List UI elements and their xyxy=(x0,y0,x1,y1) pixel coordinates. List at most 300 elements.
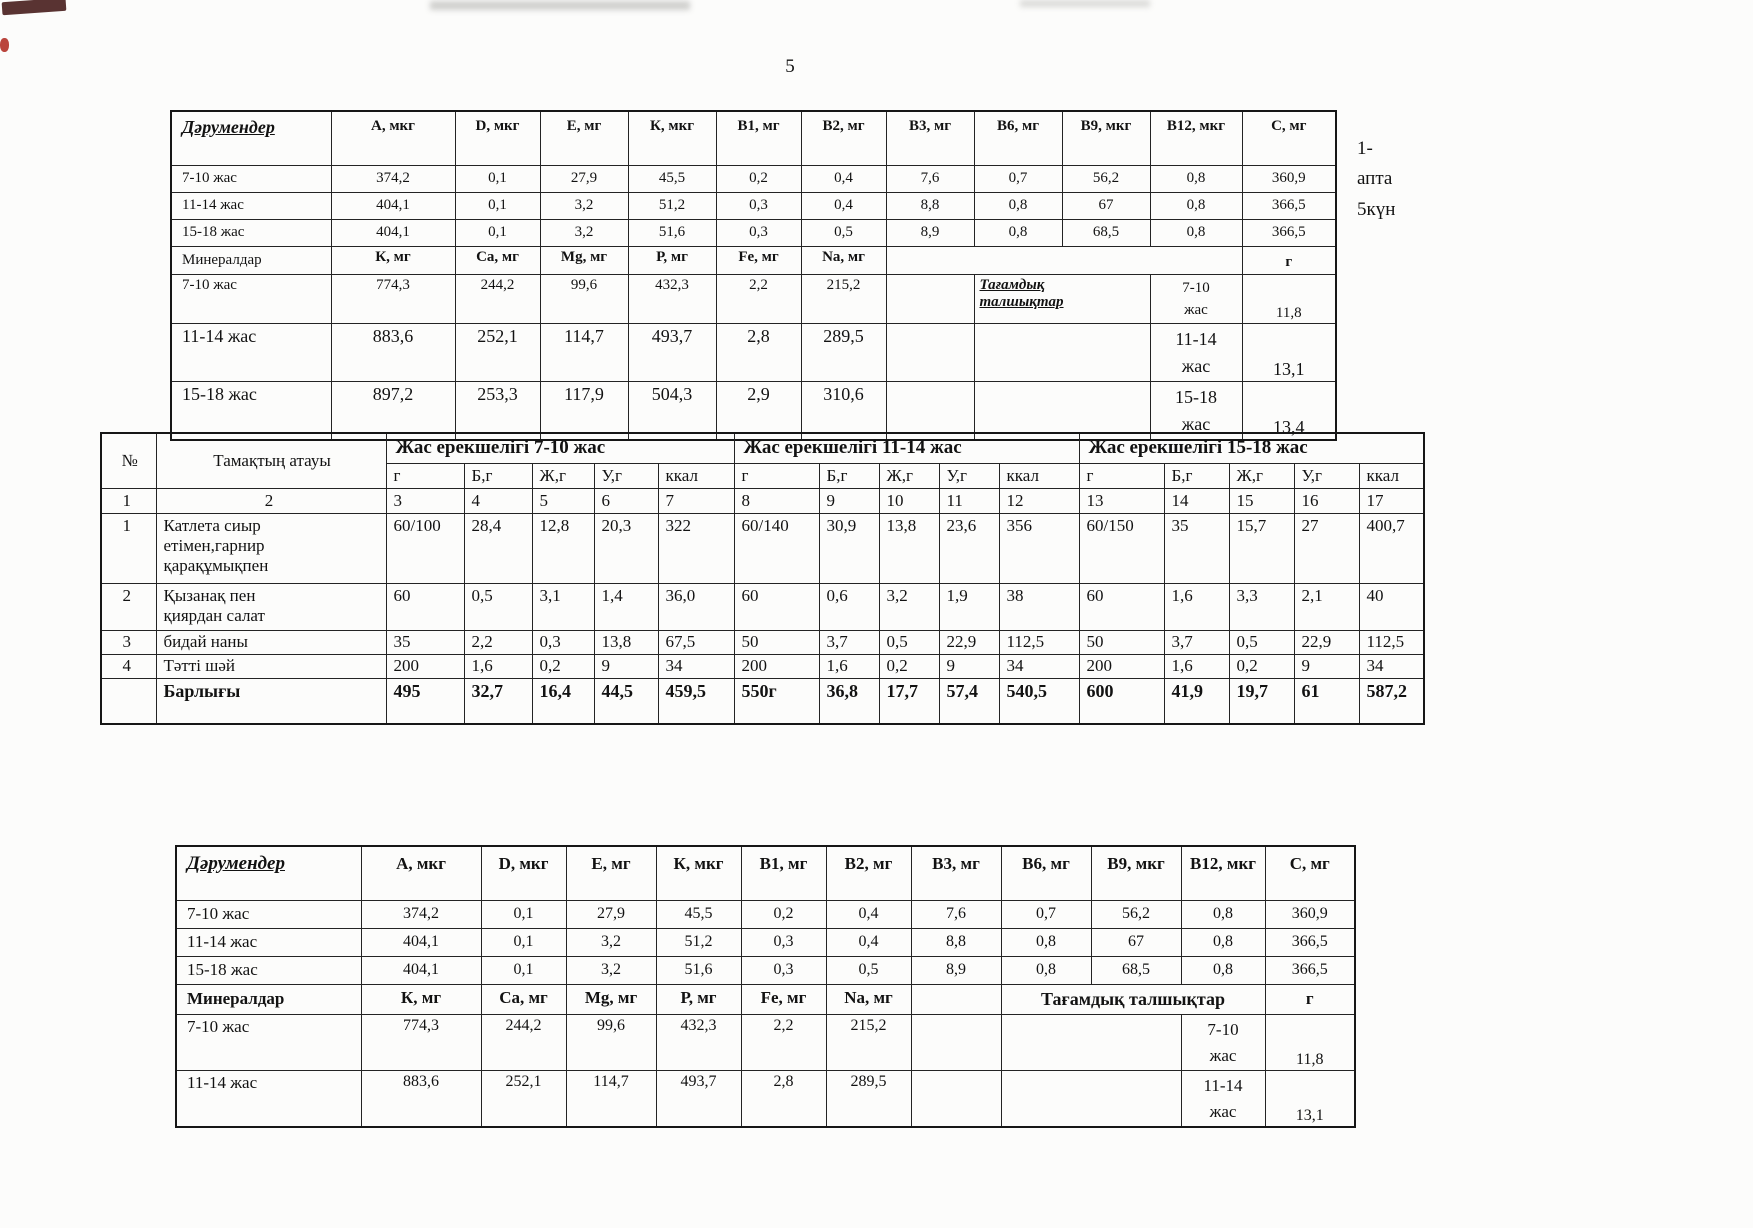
fiber-value: 11,8 xyxy=(1265,1014,1355,1070)
table-row xyxy=(176,900,1355,928)
age-group-header: Жас ерекшелігі 15-18 жас xyxy=(1079,433,1424,463)
table-cell: 0,2 xyxy=(1229,654,1294,678)
table-cell: 8,8 xyxy=(886,192,974,219)
empty-cell xyxy=(886,323,974,381)
table-cell: 0,8 xyxy=(1150,219,1242,246)
table-cell: 51,2 xyxy=(656,928,741,956)
table-cell: 0,1 xyxy=(455,165,540,192)
row-label: 11-14 жас xyxy=(171,323,331,381)
table-cell: 0,1 xyxy=(455,219,540,246)
table-cell: 0,5 xyxy=(464,583,532,630)
table-cell: 0,8 xyxy=(1001,928,1091,956)
table-row xyxy=(171,219,1336,246)
column-number: 1 xyxy=(101,488,156,513)
table-cell: 1,9 xyxy=(939,583,999,630)
cell-line: қиярдан салат xyxy=(163,605,265,625)
column-number: 15 xyxy=(1229,488,1294,513)
column-number: 8 xyxy=(734,488,819,513)
table-cell: 432,3 xyxy=(656,1014,741,1070)
table-cell: 0,2 xyxy=(879,654,939,678)
table-row xyxy=(101,433,1424,463)
table-cell: 56,2 xyxy=(1091,900,1181,928)
column-header: В9, мкг xyxy=(1062,111,1150,165)
table-cell: 20,3 xyxy=(594,513,658,583)
column-number: 14 xyxy=(1164,488,1229,513)
row-label: 11-14 жас xyxy=(171,192,331,219)
column-header: В6, мг xyxy=(974,111,1062,165)
table-row xyxy=(171,192,1336,219)
total-cell: 459,5 xyxy=(658,678,734,724)
table-cell: 356 xyxy=(999,513,1079,583)
total-cell: 61 xyxy=(1294,678,1359,724)
meal-name: Тәтті шәй xyxy=(156,654,386,678)
column-header: Mg, мг xyxy=(566,984,656,1014)
table-cell: 51,6 xyxy=(656,956,741,984)
fiber-value: 13,4 xyxy=(1242,381,1336,440)
sub-column-header: У,г xyxy=(1294,463,1359,488)
row-label: 11-14 жас xyxy=(176,1070,361,1127)
meal-row xyxy=(101,513,1424,583)
column-header: К, мг xyxy=(361,984,481,1014)
table-cell: 56,2 xyxy=(1062,165,1150,192)
vitamins-title: Дәрумендер xyxy=(176,846,361,900)
meal-row xyxy=(101,630,1424,654)
table-cell: 253,3 xyxy=(455,381,540,440)
table-cell: 289,5 xyxy=(826,1070,911,1127)
empty-cell xyxy=(101,678,156,724)
sub-column-header: Б,г xyxy=(1164,463,1229,488)
totals-row xyxy=(101,678,1424,724)
table-cell: 0,8 xyxy=(1001,956,1091,984)
note-line: 1- xyxy=(1357,138,1373,159)
sub-column-header: ккал xyxy=(1359,463,1424,488)
table-cell: 3,7 xyxy=(1164,630,1229,654)
table-cell: 493,7 xyxy=(656,1070,741,1127)
table-cell: 9 xyxy=(939,654,999,678)
table-cell: 2,9 xyxy=(716,381,801,440)
column-header: В1, мг xyxy=(741,846,826,900)
table-cell: 1,6 xyxy=(464,654,532,678)
table-cell: 50 xyxy=(734,630,819,654)
table-row xyxy=(176,846,1355,900)
column-header: В2, мг xyxy=(801,111,886,165)
table-cell: 35 xyxy=(1164,513,1229,583)
table-cell: 117,9 xyxy=(540,381,628,440)
grams-column-header: г xyxy=(1242,246,1336,274)
meal-number: 1 xyxy=(101,513,156,583)
cell-line: Катлета сиыр xyxy=(163,515,261,535)
table-cell: 2,2 xyxy=(716,274,801,323)
table-cell: 289,5 xyxy=(801,323,886,381)
table-cell: 0,5 xyxy=(1229,630,1294,654)
table-cell: 322 xyxy=(658,513,734,583)
table-cell: 68,5 xyxy=(1091,956,1181,984)
table-row xyxy=(176,1014,1355,1070)
row-label: 7-10 жас xyxy=(176,1014,361,1070)
total-cell: 540,5 xyxy=(999,678,1079,724)
vitamins-table-bottom xyxy=(175,845,1356,1128)
table-cell: 45,5 xyxy=(628,165,716,192)
table-cell: 404,1 xyxy=(331,192,455,219)
table-cell: 774,3 xyxy=(331,274,455,323)
table-cell: 0,1 xyxy=(481,900,566,928)
sub-column-header: У,г xyxy=(939,463,999,488)
cell-line: жас xyxy=(1181,355,1211,376)
row-label: 7-10 жас xyxy=(171,274,331,323)
cell-line: 11-14 xyxy=(1203,1076,1243,1096)
table-cell: 38 xyxy=(999,583,1079,630)
cell-line: жас xyxy=(1184,302,1208,318)
cell-line: Қызанақ пен xyxy=(163,585,256,605)
table-cell: 27 xyxy=(1294,513,1359,583)
cell-line: 7-10 xyxy=(1207,1020,1239,1039)
table-cell: 200 xyxy=(1079,654,1164,678)
scan-artifact xyxy=(2,0,67,15)
table-cell: 60 xyxy=(734,583,819,630)
table-cell: 60 xyxy=(386,583,464,630)
table-row xyxy=(176,984,1355,1014)
age-cell xyxy=(1150,274,1242,323)
table-cell: 404,1 xyxy=(361,928,481,956)
vitamins-title: Дәрумендер xyxy=(171,111,331,165)
meal-row xyxy=(101,654,1424,678)
table-cell: 8,8 xyxy=(911,928,1001,956)
table-row xyxy=(176,1070,1355,1127)
cell-line: қарақұмықпен xyxy=(163,555,269,575)
table-cell: 2,8 xyxy=(716,323,801,381)
table-cell: 114,7 xyxy=(566,1070,656,1127)
table-cell: 0,1 xyxy=(481,928,566,956)
table-cell: 0,2 xyxy=(532,654,594,678)
table-cell: 1,6 xyxy=(1164,583,1229,630)
table-cell: 3,2 xyxy=(879,583,939,630)
table-cell: 774,3 xyxy=(361,1014,481,1070)
age-cell xyxy=(1150,381,1242,440)
column-number: 5 xyxy=(532,488,594,513)
empty-cell xyxy=(974,323,1150,381)
sub-column-header: Ж,г xyxy=(879,463,939,488)
column-header: Na, мг xyxy=(826,984,911,1014)
table-cell: 366,5 xyxy=(1242,192,1336,219)
column-header: В6, мг xyxy=(1001,846,1091,900)
table-cell: 2,1 xyxy=(1294,583,1359,630)
column-header: С, мг xyxy=(1242,111,1336,165)
table-cell: 0,8 xyxy=(1181,956,1265,984)
table-cell: 0,8 xyxy=(1181,928,1265,956)
table-cell: 2,8 xyxy=(741,1070,826,1127)
row-label: 7-10 жас xyxy=(171,165,331,192)
table-cell: 0,3 xyxy=(716,219,801,246)
table-cell: 3,1 xyxy=(532,583,594,630)
table-cell: 1,4 xyxy=(594,583,658,630)
column-header: А, мкг xyxy=(331,111,455,165)
table-cell: 27,9 xyxy=(540,165,628,192)
table-cell: 3,2 xyxy=(566,928,656,956)
table-cell: 366,5 xyxy=(1242,219,1336,246)
cell-line: 11-14 xyxy=(1175,328,1217,349)
cell-line: 7-10 xyxy=(1182,279,1210,296)
column-header: Са, мг xyxy=(455,246,540,274)
table-cell: 45,5 xyxy=(656,900,741,928)
table-cell: 112,5 xyxy=(999,630,1079,654)
column-header: К, мг xyxy=(331,246,455,274)
table-cell: 0,6 xyxy=(819,583,879,630)
column-header: В3, мг xyxy=(886,111,974,165)
table-cell: 8,9 xyxy=(886,219,974,246)
table-cell: 112,5 xyxy=(1359,630,1424,654)
column-header: Е, мг xyxy=(566,846,656,900)
table-cell: 3,2 xyxy=(540,192,628,219)
table-cell: 897,2 xyxy=(331,381,455,440)
fiber-value: 13,1 xyxy=(1265,1070,1355,1127)
table-cell: 0,8 xyxy=(974,192,1062,219)
table-cell: 0,8 xyxy=(1150,192,1242,219)
column-header: С, мг xyxy=(1265,846,1355,900)
empty-cell xyxy=(974,381,1150,440)
table-row xyxy=(171,111,1336,165)
table-cell: 404,1 xyxy=(331,219,455,246)
table-cell: 0,8 xyxy=(974,219,1062,246)
table-cell: 360,9 xyxy=(1265,900,1355,928)
table-cell: 34 xyxy=(658,654,734,678)
table-cell: 252,1 xyxy=(481,1070,566,1127)
note-line: 5күн xyxy=(1357,198,1396,220)
table-cell: 30,9 xyxy=(819,513,879,583)
table-cell: 0,7 xyxy=(974,165,1062,192)
table-cell: 883,6 xyxy=(331,323,455,381)
column-header: В3, мг xyxy=(911,846,1001,900)
scan-artifact xyxy=(0,38,9,52)
totals-label: Барлығы xyxy=(156,678,386,724)
table-cell: 0,1 xyxy=(455,192,540,219)
table-row xyxy=(171,246,1336,274)
row-label: 11-14 жас xyxy=(176,928,361,956)
table-cell: 67 xyxy=(1091,928,1181,956)
menu-table xyxy=(100,432,1425,725)
age-cell xyxy=(1181,1070,1265,1127)
table-cell: 60/150 xyxy=(1079,513,1164,583)
table-cell: 493,7 xyxy=(628,323,716,381)
column-number: 13 xyxy=(1079,488,1164,513)
table-row xyxy=(171,165,1336,192)
table-cell: 400,7 xyxy=(1359,513,1424,583)
column-header: А, мкг xyxy=(361,846,481,900)
column-header: Р, мг xyxy=(628,246,716,274)
table-cell: 366,5 xyxy=(1265,956,1355,984)
table-cell: 0,8 xyxy=(1150,165,1242,192)
table-cell: 252,1 xyxy=(455,323,540,381)
table-cell: 0,7 xyxy=(1001,900,1091,928)
cell-line: жас xyxy=(1181,413,1211,434)
column-number: 6 xyxy=(594,488,658,513)
scan-artifact xyxy=(1020,0,1150,7)
table-cell: 1,6 xyxy=(819,654,879,678)
column-number: 10 xyxy=(879,488,939,513)
sub-column-header: У,г xyxy=(594,463,658,488)
table-cell: 60/140 xyxy=(734,513,819,583)
table-cell: 0,4 xyxy=(801,192,886,219)
table-cell: 0,5 xyxy=(826,956,911,984)
column-number: 7 xyxy=(658,488,734,513)
total-cell: 17,7 xyxy=(879,678,939,724)
empty-cell xyxy=(911,1070,1001,1127)
table-cell: 34 xyxy=(999,654,1079,678)
table-cell: 51,2 xyxy=(628,192,716,219)
table-cell: 374,2 xyxy=(361,900,481,928)
column-header: Са, мг xyxy=(481,984,566,1014)
column-header: D, мкг xyxy=(455,111,540,165)
age-group-header: Жас ерекшелігі 7-10 жас xyxy=(386,433,734,463)
sub-column-header: Б,г xyxy=(819,463,879,488)
meal-name: бидай наны xyxy=(156,630,386,654)
table-cell: 0,8 xyxy=(1181,900,1265,928)
meal-number: 3 xyxy=(101,630,156,654)
table-cell: 12,8 xyxy=(532,513,594,583)
column-header: В2, мг xyxy=(826,846,911,900)
table-cell: 36,0 xyxy=(658,583,734,630)
table-cell: 40 xyxy=(1359,583,1424,630)
table-cell: 310,6 xyxy=(801,381,886,440)
column-number: 12 xyxy=(999,488,1079,513)
minerals-label: Минералдар xyxy=(176,984,361,1014)
table-cell: 60 xyxy=(1079,583,1164,630)
empty-cell xyxy=(911,984,1001,1014)
column-number: 4 xyxy=(464,488,532,513)
table-row xyxy=(171,323,1336,381)
table-cell: 883,6 xyxy=(361,1070,481,1127)
total-cell: 550г xyxy=(734,678,819,724)
table-cell: 244,2 xyxy=(481,1014,566,1070)
table-cell: 200 xyxy=(734,654,819,678)
table-cell: 22,9 xyxy=(1294,630,1359,654)
table-cell: 374,2 xyxy=(331,165,455,192)
table-cell: 50 xyxy=(1079,630,1164,654)
sub-column-header: ккал xyxy=(999,463,1079,488)
empty-cell xyxy=(886,381,974,440)
table-cell: 2,2 xyxy=(741,1014,826,1070)
column-header: В9, мкг xyxy=(1091,846,1181,900)
table-cell: 0,4 xyxy=(826,928,911,956)
column-header: В1, мг xyxy=(716,111,801,165)
sub-column-header: ккал xyxy=(658,463,734,488)
table-cell: 215,2 xyxy=(826,1014,911,1070)
column-number: 16 xyxy=(1294,488,1359,513)
scan-artifact xyxy=(430,1,690,10)
sub-column-header: г xyxy=(1079,463,1164,488)
table-cell: 67,5 xyxy=(658,630,734,654)
meal-name-column-header: Тамақтың атауы xyxy=(156,433,386,488)
table-row xyxy=(171,274,1336,323)
meal-name xyxy=(156,513,386,583)
age-cell xyxy=(1181,1014,1265,1070)
total-cell: 57,4 xyxy=(939,678,999,724)
sub-column-header: г xyxy=(734,463,819,488)
note-line: апта xyxy=(1357,168,1393,190)
column-number: 3 xyxy=(386,488,464,513)
table-cell: 7,6 xyxy=(886,165,974,192)
column-number: 11 xyxy=(939,488,999,513)
page-number: 5 xyxy=(785,56,795,77)
table-cell: 60/100 xyxy=(386,513,464,583)
table-cell: 67 xyxy=(1062,192,1150,219)
cell-line: етімен,гарнир xyxy=(163,535,265,555)
table-cell: 51,6 xyxy=(628,219,716,246)
meal-number: 4 xyxy=(101,654,156,678)
table-cell: 35 xyxy=(386,630,464,654)
table-cell: 404,1 xyxy=(361,956,481,984)
table-cell: 504,3 xyxy=(628,381,716,440)
table-cell: 244,2 xyxy=(455,274,540,323)
empty-cell xyxy=(1001,1014,1181,1070)
sub-column-header: Ж,г xyxy=(1229,463,1294,488)
table-cell: 114,7 xyxy=(540,323,628,381)
table-cell: 0,1 xyxy=(481,956,566,984)
total-cell: 587,2 xyxy=(1359,678,1424,724)
row-label: 15-18 жас xyxy=(171,381,331,440)
empty-cell xyxy=(1001,1070,1181,1127)
row-label: 15-18 жас xyxy=(176,956,361,984)
week-day-note xyxy=(1357,134,1395,225)
table-cell: 366,5 xyxy=(1265,928,1355,956)
table-cell: 360,9 xyxy=(1242,165,1336,192)
cell-line: Тағамдық xyxy=(979,276,1045,293)
fiber-value: 11,8 xyxy=(1242,274,1336,323)
table-cell: 3,3 xyxy=(1229,583,1294,630)
column-header: Fe, мг xyxy=(716,246,801,274)
column-header: К, мкг xyxy=(656,846,741,900)
sub-column-header: г xyxy=(386,463,464,488)
cell-line: талшықтар xyxy=(979,293,1064,310)
table-cell: 13,8 xyxy=(594,630,658,654)
column-number: 9 xyxy=(819,488,879,513)
table-cell: 0,3 xyxy=(716,192,801,219)
table-cell: 99,6 xyxy=(566,1014,656,1070)
column-number: 17 xyxy=(1359,488,1424,513)
cell-line: 15-18 xyxy=(1175,386,1217,407)
total-cell: 19,7 xyxy=(1229,678,1294,724)
dietary-fiber-label xyxy=(974,274,1150,323)
table-cell: 7,6 xyxy=(911,900,1001,928)
age-cell xyxy=(1150,323,1242,381)
table-row xyxy=(171,381,1336,440)
table-row xyxy=(176,928,1355,956)
column-header: D, мкг xyxy=(481,846,566,900)
number-column-header: № xyxy=(101,433,156,488)
total-cell: 41,9 xyxy=(1164,678,1229,724)
table-cell: 0,3 xyxy=(741,928,826,956)
sub-column-header: Б,г xyxy=(464,463,532,488)
table-row xyxy=(176,956,1355,984)
vitamins-table-top xyxy=(170,110,1337,441)
table-cell: 9 xyxy=(1294,654,1359,678)
table-cell: 0,5 xyxy=(879,630,939,654)
column-header: Na, мг xyxy=(801,246,886,274)
column-header: Mg, мг xyxy=(540,246,628,274)
table-cell: 200 xyxy=(386,654,464,678)
table-cell: 3,2 xyxy=(566,956,656,984)
table-cell: 15,7 xyxy=(1229,513,1294,583)
column-number: 2 xyxy=(156,488,386,513)
empty-cell xyxy=(886,274,974,323)
table-cell: 13,8 xyxy=(879,513,939,583)
empty-cell xyxy=(886,246,1242,274)
column-header: В12, мкг xyxy=(1181,846,1265,900)
table-cell: 0,2 xyxy=(741,900,826,928)
table-cell: 215,2 xyxy=(801,274,886,323)
grams-column-header: г xyxy=(1265,984,1355,1014)
table-cell: 0,4 xyxy=(826,900,911,928)
column-header: Fe, мг xyxy=(741,984,826,1014)
